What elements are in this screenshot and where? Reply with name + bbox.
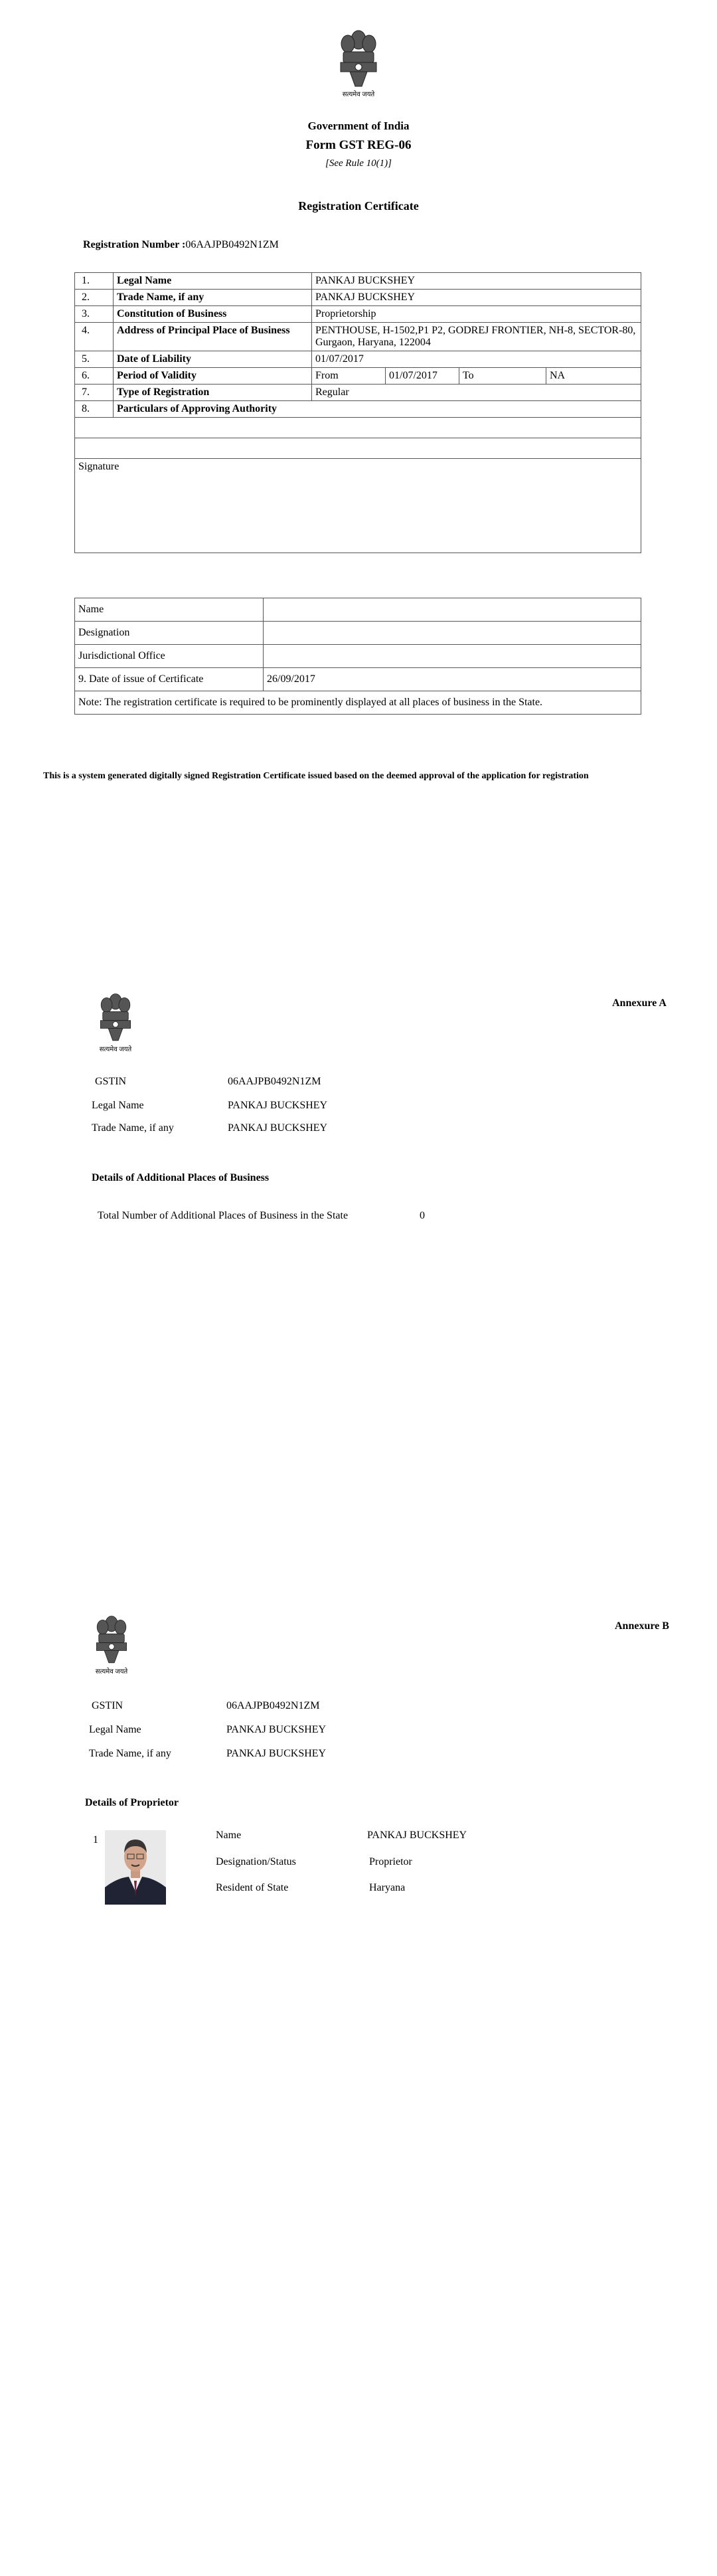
row-label: Particulars of Approving Authority	[114, 401, 641, 418]
additional-places-title: Details of Additional Places of Business	[92, 1172, 270, 1183]
proprietor-designation-value: Proprietor	[369, 1856, 412, 1867]
row-number: 1.	[75, 273, 114, 290]
gstin-value: 06AAJPB0492N1ZM	[228, 1076, 321, 1087]
blank-row	[75, 418, 641, 438]
emblem-caption: सत्यमेव जयते	[95, 1668, 128, 1675]
national-emblem-icon	[92, 988, 139, 1055]
emblem-caption: सत्यमेव जयते	[342, 91, 375, 98]
row-label: Constitution of Business	[114, 306, 312, 323]
trade-name-label: Trade Name, if any	[92, 1122, 174, 1134]
table-row	[75, 273, 641, 290]
form-title: Form GST REG-06	[305, 138, 412, 152]
blank-row	[75, 438, 641, 459]
rule-reference: [See Rule 10(1)]	[325, 158, 392, 169]
row-number: 5.	[75, 351, 114, 368]
jurisdictional-office-value	[264, 645, 641, 668]
table-row	[75, 290, 641, 306]
gstin-label: GSTIN	[95, 1076, 127, 1087]
proprietor-name-value: PANKAJ BUCKSHEY	[367, 1830, 467, 1841]
registration-number-label: Registration Number :	[83, 239, 186, 250]
validity-to-date: NA	[546, 368, 641, 385]
table-row	[75, 668, 641, 691]
gstin-label: GSTIN	[92, 1700, 123, 1711]
legal-name-value: PANKAJ BUCKSHEY	[226, 1724, 327, 1735]
issue-date-value: 26/09/2017	[264, 668, 641, 691]
total-places-label: Total Number of Additional Places of Business in the State	[98, 1210, 349, 1221]
row-value: PENTHOUSE, H-1502,P1 P2, GODREJ FRONTIER, NH-8, SECTOR-80, Gurgaon, Haryana, 122004	[312, 323, 641, 351]
registration-number-value: 06AAJPB0492N1ZM	[185, 239, 279, 250]
signature-row	[75, 459, 641, 553]
table-row	[75, 645, 641, 668]
gstin-value: 06AAJPB0492N1ZM	[226, 1700, 320, 1711]
row-label: Legal Name	[114, 273, 312, 290]
trade-name-value: PANKAJ BUCKSHEY	[226, 1748, 327, 1759]
authority-table	[74, 598, 641, 715]
row-label: Type of Registration	[114, 385, 312, 401]
table-row	[75, 622, 641, 645]
authority-name-value	[264, 598, 641, 622]
legal-name-label: Legal Name	[89, 1724, 141, 1735]
table-row	[75, 385, 641, 401]
authority-name-label: Name	[75, 598, 264, 622]
table-row	[75, 351, 641, 368]
government-title: Government of India	[307, 120, 410, 132]
annexure-a-title: Annexure A	[612, 997, 667, 1009]
national-emblem-icon	[330, 25, 387, 98]
table-row	[75, 598, 641, 622]
authority-designation-value	[264, 622, 641, 645]
row-number: 2.	[75, 290, 114, 306]
row-label: Date of Liability	[114, 351, 312, 368]
proprietor-designation-label: Designation/Status	[216, 1856, 296, 1867]
row-value: PANKAJ BUCKSHEY	[312, 290, 641, 306]
row-label: Trade Name, if any	[114, 290, 312, 306]
row-number: 6.	[75, 368, 114, 385]
annexure-b-title: Annexure B	[615, 1620, 669, 1632]
row-label: Address of Principal Place of Business	[114, 323, 312, 351]
total-places-value: 0	[420, 1210, 425, 1221]
display-note: Note: The registration certificate is required to be prominently displayed at all places of business in the State.	[75, 691, 641, 715]
resident-state-label: Resident of State	[216, 1882, 289, 1893]
certificate-table	[74, 272, 641, 553]
row-number: 3.	[75, 306, 114, 323]
table-row	[75, 401, 641, 418]
row-number: 8.	[75, 401, 114, 418]
proprietor-name-label: Name	[216, 1830, 242, 1841]
table-row	[75, 306, 641, 323]
issue-date-label: 9. Date of issue of Certificate	[75, 668, 264, 691]
legal-name-value: PANKAJ BUCKSHEY	[228, 1100, 328, 1111]
validity-from-label: From	[312, 368, 386, 385]
proprietor-photo	[105, 1830, 166, 1905]
row-value: 01/07/2017	[312, 351, 641, 368]
proprietor-details-title: Details of Proprietor	[85, 1797, 179, 1808]
row-value: PANKAJ BUCKSHEY	[312, 273, 641, 290]
system-generated-note: This is a system generated digitally signed Registration Certificate issued based on the deemed approval of the application for registration	[43, 771, 589, 781]
emblem-caption: सत्यमेव जयते	[99, 1046, 132, 1053]
resident-state-value: Haryana	[369, 1882, 406, 1893]
registration-number	[83, 239, 279, 251]
row-number: 4.	[75, 323, 114, 351]
table-row	[75, 323, 641, 351]
authority-designation-label: Designation	[75, 622, 264, 645]
row-label: Period of Validity	[114, 368, 312, 385]
table-row	[75, 368, 641, 385]
validity-from-date: 01/07/2017	[386, 368, 459, 385]
jurisdictional-office-label: Jurisdictional Office	[75, 645, 264, 668]
certificate-title: Registration Certificate	[298, 199, 419, 213]
row-value: Regular	[312, 385, 641, 401]
legal-name-label: Legal Name	[92, 1100, 144, 1111]
trade-name-label: Trade Name, if any	[89, 1748, 171, 1759]
validity-to-label: To	[459, 368, 546, 385]
trade-name-value: PANKAJ BUCKSHEY	[228, 1122, 328, 1134]
table-row	[75, 691, 641, 715]
proprietor-index: 1	[93, 1834, 98, 1846]
row-value: Proprietorship	[312, 306, 641, 323]
signature-label: Signature	[75, 459, 641, 553]
national-emblem-icon	[88, 1610, 135, 1677]
row-number: 7.	[75, 385, 114, 401]
